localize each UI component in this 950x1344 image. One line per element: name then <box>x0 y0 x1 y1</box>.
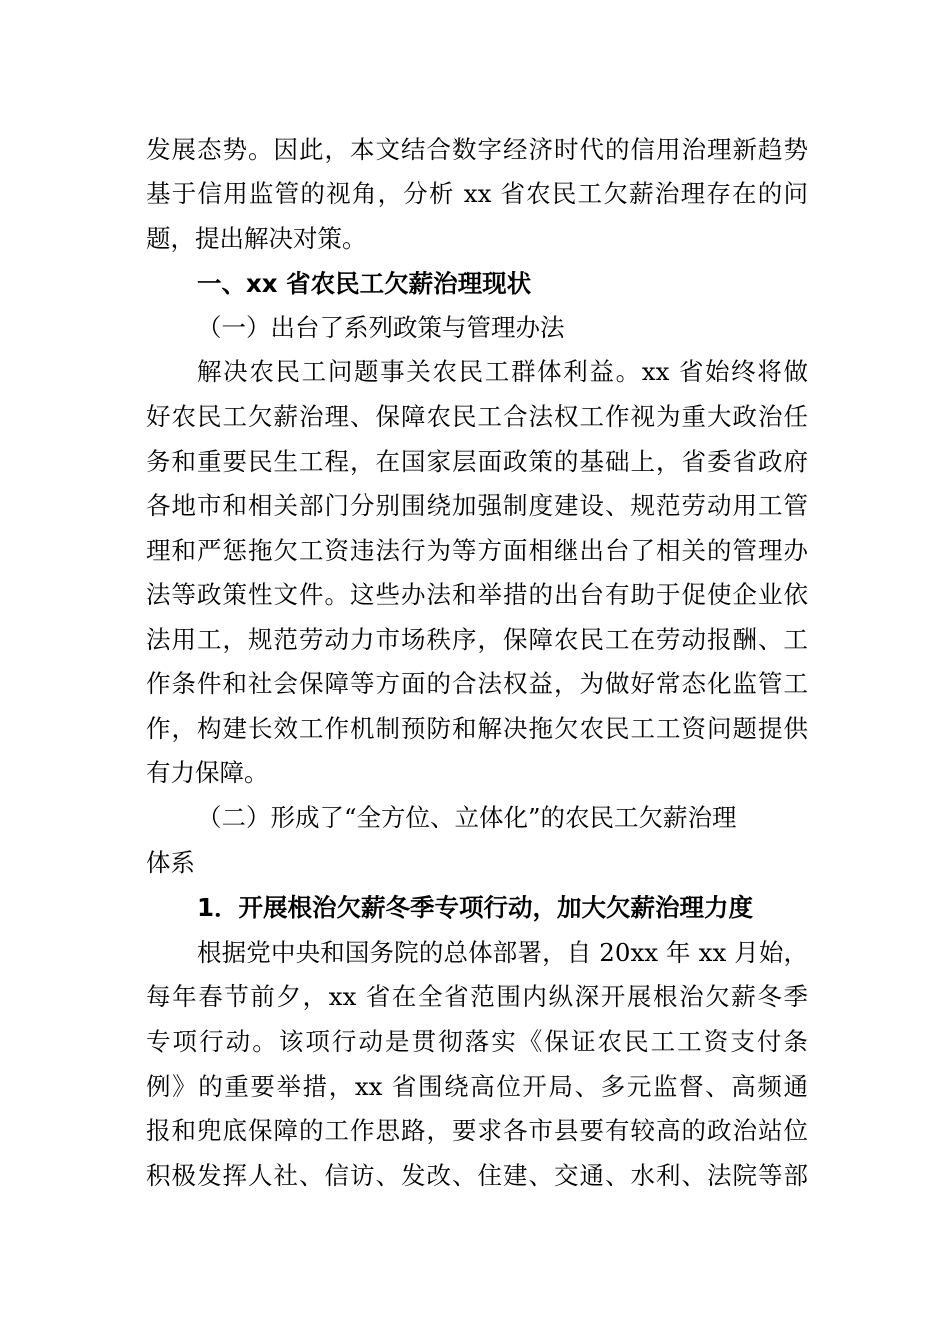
paragraph-line: 解决农民工问题事关农民工群体利益。xx 省始终将做 <box>197 357 808 386</box>
paragraph-line: 法等政策性文件。这些办法和举措的出台有助于促使企业依 <box>146 580 808 609</box>
intro-line: 发展态势。因此，本文结合数字经济时代的信用治理新趋势 <box>146 135 808 164</box>
paragraph-line: 有力保障。 <box>146 758 269 787</box>
intro-line: 题，提出解决对策。 <box>146 224 367 253</box>
paragraph-line: 法用工，规范劳动力市场秩序，保障农民工在劳动报酬、工 <box>146 625 808 654</box>
paragraph-line: 每年春节前夕，xx 省在全省范围内纵深开展根治欠薪冬季 <box>146 982 808 1011</box>
paragraph-line: 积极发挥人社、信访、发改、住建、交通、水利、法院等部 <box>146 1161 808 1190</box>
paragraph-line: 作条件和社会保障等方面的合法权益，为做好常态化监管工 <box>146 669 808 698</box>
paragraph-line: 报和兜底保障的工作思路，要求各市县要有较高的政治站位 <box>146 1116 808 1145</box>
section-heading: 一、xx 省农民工欠薪治理现状 <box>197 269 532 298</box>
paragraph-line: 好农民工欠薪治理、保障农民工合法权工作视为重大政治任 <box>146 402 808 431</box>
paragraph-line: 作，构建长效工作机制预防和解决拖欠农民工工资问题提供 <box>146 714 808 743</box>
paragraph-line: 务和重要民生工程，在国家层面政策的基础上，省委省政府 <box>146 447 808 476</box>
intro-line: 基于信用监管的视角，分析 xx 省农民工欠薪治理存在的问 <box>146 179 808 208</box>
paragraph-line: 各地市和相关部门分别围绕加强制度建设、规范劳动用工管 <box>146 491 808 520</box>
paragraph-line: 例》的重要举措，xx 省围绕高位开局、多元监督、高频通 <box>146 1072 808 1101</box>
paragraph-line: 专项行动。该项行动是贯彻落实《保证农民工工资支付条 <box>146 1027 808 1056</box>
subsection-heading: （一）出台了系列政策与管理办法 <box>197 313 565 342</box>
paragraph-line: 根据党中央和国务院的总体部署，自 20xx 年 xx 月始， <box>197 938 808 967</box>
paragraph-line: 理和严惩拖欠工资违法行为等方面相继出台了相关的管理办 <box>146 536 808 565</box>
item-heading: 1．开展根治欠薪冬季专项行动，加大欠薪治理力度 <box>197 893 754 922</box>
subsection-heading: （二）形成了“全方位、立体化”的农民工欠薪治理 <box>197 803 737 832</box>
subsection-heading: 体系 <box>146 848 195 877</box>
